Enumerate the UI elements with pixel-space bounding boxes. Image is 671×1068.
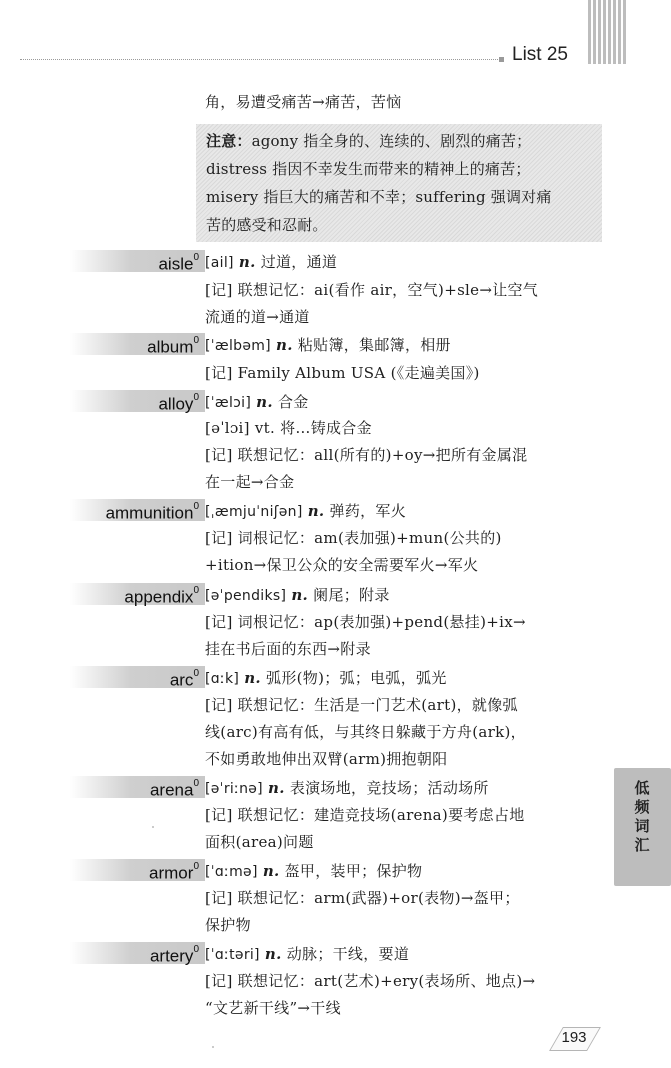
entry-note: 在一起→合金	[205, 473, 295, 491]
entry-headword: album$^0$	[70, 333, 205, 355]
note-line-1: 注意：agony 指全身的、连续的、剧烈的痛苦；	[206, 132, 532, 150]
intro-line: 角，易遭受痛苦→痛苦，苦恼	[205, 93, 402, 111]
entry-note: [记] 词根记忆：ap(表加强)+pend(悬挂)+ix→	[205, 613, 526, 631]
print-speck	[212, 1046, 214, 1048]
entry-headword: artery$^0$	[70, 942, 205, 964]
side-tab-label: 低频词汇	[632, 780, 651, 856]
section-side-tab	[614, 768, 671, 886]
note-label: 注意：	[206, 132, 252, 150]
entry-note: [记] 联想记忆：建造竞技场(arena)要考虑占地	[205, 806, 525, 824]
entry-definition: [ɑːk] n. 弧形(物)；弧；电弧，弧光	[205, 669, 447, 687]
entry-headword: armor$^0$	[70, 859, 205, 881]
entry-headword: appendix$^0$	[70, 583, 205, 605]
entry-note: 线(arc)有高有低，与其终日躲藏于方舟(ark)，	[205, 723, 526, 741]
entry-note: 流通的道→通道	[205, 308, 310, 326]
page-number: 193	[548, 1027, 600, 1049]
note-line-2: distress 指因不幸发生而带来的精神上的痛苦；	[206, 160, 531, 178]
entry-headword: alloy$^0$	[70, 390, 205, 412]
entry-note: 保护物	[205, 916, 251, 934]
entry-note: “文艺新干线”→干线	[205, 999, 341, 1017]
thumb-index-stripes	[588, 0, 626, 64]
note-line-3: misery 指巨大的痛苦和不幸；suffering 强调对痛	[206, 188, 552, 206]
page-header-title: List 25	[512, 44, 568, 65]
entry-note: [记] 联想记忆：ai(看作 air，空气)+sle→让空气	[205, 281, 539, 299]
header-rule	[20, 59, 498, 60]
entry-definition: [ˌæmjuˈniʃən] n. 弹药，军火	[205, 502, 407, 520]
entry-definition: [əˈpendiks] n. 阑尾；附录	[205, 586, 390, 604]
entry-note: [记] 词根记忆：am(表加强)+mun(公共的)	[205, 529, 502, 547]
note-box	[196, 124, 602, 242]
entry-note: [记] 联想记忆：arm(武器)+or(表物)→盔甲；	[205, 889, 520, 907]
entry-note: 不如勇敢地伸出双臂(arm)拥抱朝阳	[205, 750, 448, 768]
entry-note: [əˈlɔi] vt. 将…铸成合金	[205, 419, 372, 437]
entry-note: [记] Family Album USA (《走遍美国》)	[205, 364, 480, 382]
entry-note: [记] 联想记忆：all(所有的)+oy→把所有金属混	[205, 446, 528, 464]
entry-definition: [ˈælɔi] n. 合金	[205, 393, 309, 411]
entry-note: 挂在书后面的东西→附录	[205, 640, 371, 658]
entry-note: 面积(area)问题	[205, 833, 314, 851]
entry-definition: [ˈælbəm] n. 粘贴簿，集邮簿，相册	[205, 336, 451, 354]
entry-headword: aisle$^0$	[70, 250, 205, 272]
entry-definition: [ˈɑːtəri] n. 动脉；干线，要道	[205, 945, 410, 963]
note-line-4: 苦的感受和忍耐。	[206, 216, 328, 234]
entry-note: [记] 联想记忆：art(艺术)+ery(表场所、地点)→	[205, 972, 536, 990]
entry-definition: [əˈriːnə] n. 表演场地，竞技场；活动场所	[205, 779, 489, 797]
entry-definition: [ail] n. 过道，通道	[205, 253, 338, 271]
print-speck	[152, 826, 154, 828]
entry-note: [记] 联想记忆：生活是一门艺术(art)，就像弧	[205, 696, 518, 714]
entry-headword: arc$^0$	[70, 666, 205, 688]
entry-note: +ition→保卫公众的安全需要军火→军火	[205, 556, 479, 574]
entry-definition: [ˈɑːmə] n. 盔甲，装甲；保护物	[205, 862, 423, 880]
entry-headword: ammunition$^0$	[70, 499, 205, 521]
entry-headword: arena$^0$	[70, 776, 205, 798]
